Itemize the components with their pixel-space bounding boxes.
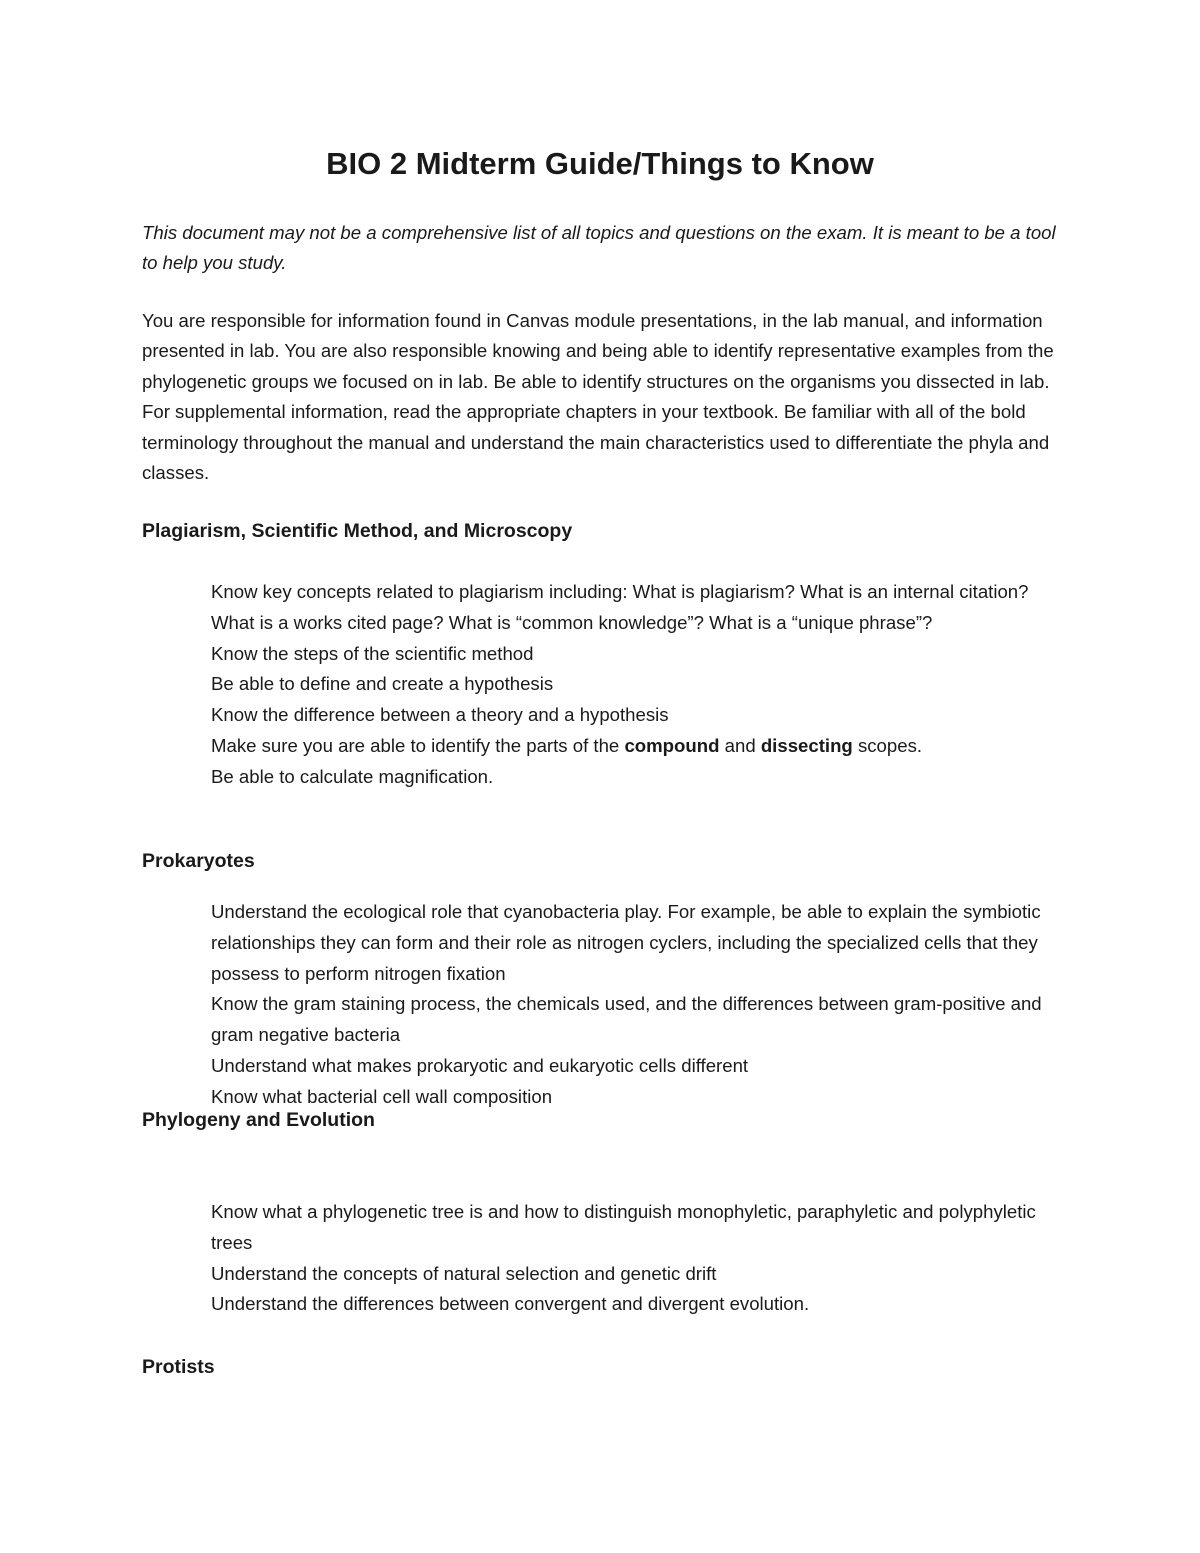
section-heading-protists: Protists [142, 1356, 215, 1378]
document-title: BIO 2 Midterm Guide/Things to Know [326, 146, 874, 181]
bold-term-compound: compound [624, 734, 720, 756]
list-item: Know the steps of the scientific method [211, 642, 534, 664]
item-text: and [719, 734, 761, 756]
list-item: Be able to calculate magnification. [211, 765, 494, 787]
list-item: Know the difference between a theory and a hypothesis [211, 704, 669, 726]
responsibility-paragraph: You are responsible for information found in Canvas module presentations, in the lab manual, and information presented in lab. You are also responsible knowing and being able to identify representative examples from the phylogenetic groups we focused on in lab. Be able to identify structures on the organisms you dissected in lab. For supplemental information, read the appropriate chapters in your textbook. Be familiar with all of the bold terminology throughout the manual and understand the main characteristics used to differentiate the phyla and classes. [142, 310, 1054, 484]
list-item: Understand the differences between convergent and divergent evolution. [211, 1293, 810, 1315]
list-item: Be able to define and create a hypothesis [211, 673, 554, 695]
section-list-microscopy [211, 577, 1067, 793]
list-item [211, 731, 1067, 762]
bold-term-dissecting: dissecting [760, 734, 853, 756]
list-item: Know key concepts related to plagiarism including: What is plagiarism? What is an internal citation? What is a works cited page? What is “common knowledge”? What is a “unique phrase”? [211, 581, 1029, 633]
intro-note: This document may not be a comprehensive list of all topics and questions on the exam. It is meant to be a tool to help you study. [142, 222, 1056, 274]
section-heading-microscopy: Plagiarism, Scientific Method, and Microscopy [142, 520, 573, 542]
section-list-phylogeny [211, 1197, 1067, 1320]
list-item: Understand the ecological role that cyanobacteria play. For example, be able to explain the symbiotic relationships they can form and their role as nitrogen cyclers, including the specialized cells that they possess to perform nitrogen fixation [211, 901, 1041, 984]
list-item: Know the gram staining process, the chemicals used, and the differences between gram-positive and gram negative bacteria [211, 993, 1042, 1046]
list-item: Know what a phylogenetic tree is and how to distinguish monophyletic, paraphyletic and polyphyletic trees [211, 1201, 1036, 1253]
item-text: scopes. [852, 734, 923, 756]
list-item: Know what bacterial cell wall composition [211, 1085, 553, 1107]
list-item: Understand what makes prokaryotic and eukaryotic cells different [211, 1054, 749, 1076]
list-item: Understand the concepts of natural selection and genetic drift [211, 1262, 717, 1284]
item-text: Make sure you are able to identify the parts of the [211, 734, 625, 756]
section-heading-phylogeny: Phylogeny and Evolution [142, 1109, 375, 1131]
section-heading-prokaryotes: Prokaryotes [142, 850, 255, 872]
section-list-prokaryotes [211, 897, 1067, 1113]
